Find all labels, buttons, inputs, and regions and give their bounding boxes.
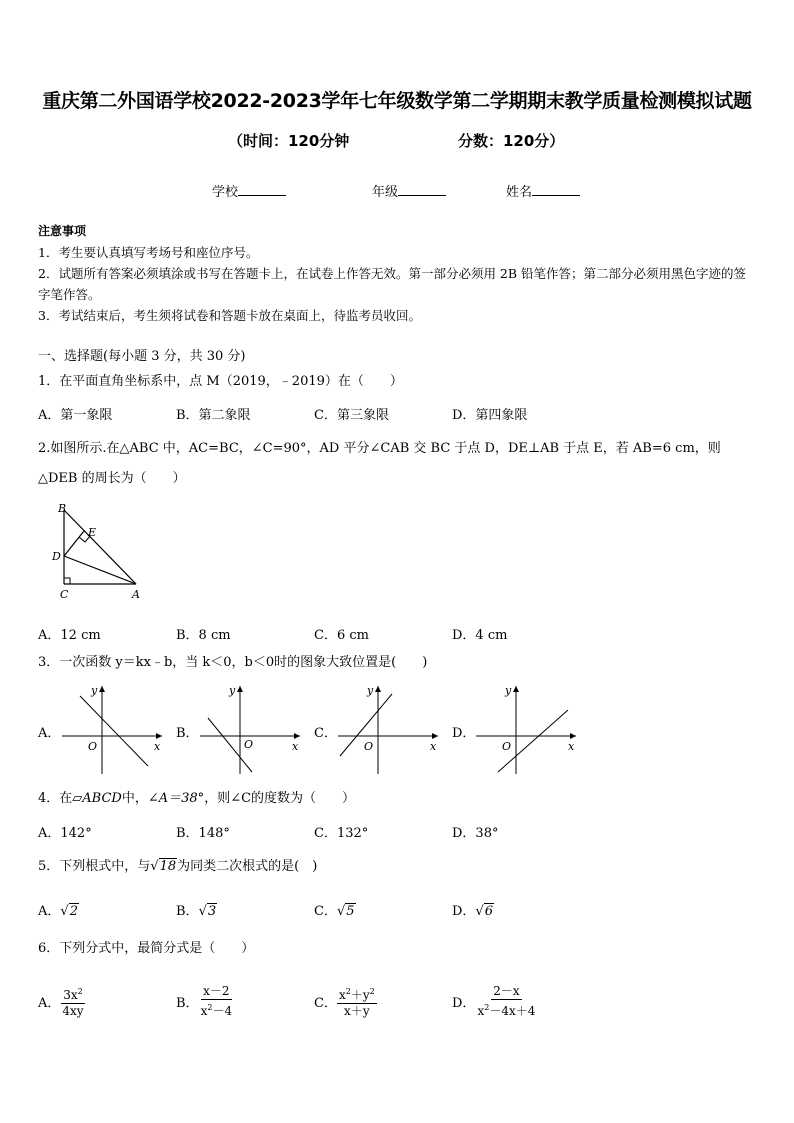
sqrt-symbol: √5 xyxy=(336,904,355,919)
label-a: A xyxy=(132,588,140,601)
x-arrow xyxy=(156,733,162,739)
school-field xyxy=(212,181,286,200)
q2-option-d[interactable]: D．4 cm xyxy=(452,628,508,643)
y-label: y xyxy=(229,684,236,697)
y-arrow xyxy=(513,686,519,692)
q5-stem-pre: 5．下列根式中，与 xyxy=(38,859,151,874)
y-label: y xyxy=(91,684,98,697)
segment-de xyxy=(64,531,84,556)
option-label: C． xyxy=(314,996,337,1011)
q2-stem: 2.如图所示.在△ABC 中，AC=BC，∠C=90°，AD 平分∠CAB 交 BC 于点 D，DE⊥AB 于点 E，若 AB=6 cm，则△DEB 的周长为（ ） xyxy=(38,441,721,486)
name-field xyxy=(506,181,580,200)
y-arrow xyxy=(237,686,243,692)
q5-stem xyxy=(38,856,317,877)
q5-option-a[interactable] xyxy=(38,900,79,919)
q6-stem: 6．下列分式中，最简分式是（ ） xyxy=(38,941,255,956)
x-arrow xyxy=(294,733,300,739)
notice-item-1: 1．考生要认真填写考场号和座位序号。 xyxy=(38,245,259,260)
q3-graph-b[interactable] xyxy=(196,680,306,776)
school-label: 学校 xyxy=(212,185,239,200)
q4-option-a[interactable]: A．142° xyxy=(38,826,92,841)
x-label: x xyxy=(154,740,161,753)
q1-option-d[interactable]: D．第四象限 xyxy=(452,408,528,423)
origin-label: O xyxy=(88,740,98,753)
right-angle-c xyxy=(64,578,70,584)
notice-item-2: 2．试题所有答案必须填涂或书写在答题卡上，在试卷上作答无效。第一部分必须用 2B 铅笔作答；第二部分必须用黑色字迹的签字笔作答。 xyxy=(38,266,747,302)
sqrt-symbol: √6 xyxy=(475,904,494,919)
q1-option-c[interactable]: C．第三象限 xyxy=(314,408,389,423)
page-title: 重庆第二外国语学校2022-2023学年七年级数学第二学期期末教学质量检测模拟试题 xyxy=(42,90,752,112)
sqrt-symbol: √3 xyxy=(198,904,217,919)
q6-option-d[interactable] xyxy=(452,984,537,1019)
grade-label: 年级 xyxy=(372,185,399,200)
fraction: $\frac{3x^2}{4xy}$ xyxy=(60,984,85,1019)
x-arrow xyxy=(432,733,438,739)
q3-option-a-label[interactable]: A． xyxy=(38,726,61,741)
grade-field xyxy=(372,181,446,200)
q6-option-a[interactable] xyxy=(38,984,86,1019)
option-label: D． xyxy=(452,904,476,919)
option-label: A． xyxy=(38,904,61,919)
label-b: B xyxy=(58,502,67,515)
origin-label: O xyxy=(502,740,512,753)
q3-option-b-label[interactable]: B． xyxy=(176,726,199,741)
q4-parallelogram: ▱ABCD xyxy=(72,791,122,806)
q5-option-b[interactable] xyxy=(176,900,217,919)
x-label: x xyxy=(430,740,437,753)
exam-time: （时间：120分钟 xyxy=(228,132,350,150)
q4-option-c[interactable]: C．132° xyxy=(314,826,369,841)
q4-option-d[interactable]: D．38° xyxy=(452,826,499,841)
label-e: E xyxy=(88,526,97,539)
y-label: y xyxy=(505,684,512,697)
segment-ab xyxy=(64,510,136,584)
sqrt-symbol: √2 xyxy=(60,904,78,919)
q2-triangle-figure xyxy=(44,498,154,606)
fraction: $\frac{2-x}{x^2-4x+4}$ xyxy=(477,984,536,1018)
option-label: A． xyxy=(38,996,61,1011)
origin-label: O xyxy=(244,738,254,751)
q3-graph-c[interactable] xyxy=(334,680,444,776)
school-blank xyxy=(238,183,286,196)
name-blank xyxy=(532,183,580,196)
x-arrow xyxy=(570,733,576,739)
q3-stem: 3．一次函数 y＝kx﹣b，当 k＜0，b＜0时的图象大致位置是( ) xyxy=(38,655,428,670)
option-label: D． xyxy=(452,996,476,1011)
q1-option-b[interactable]: B．第二象限 xyxy=(176,408,251,423)
q1-option-a[interactable]: A．第一象限 xyxy=(38,408,113,423)
q3-option-c-label[interactable]: C． xyxy=(314,726,337,741)
option-label: B． xyxy=(176,904,199,919)
exam-score: 分数：120分） xyxy=(458,132,565,150)
q6-option-c[interactable] xyxy=(314,984,377,1019)
q2-option-c[interactable]: C．6 cm xyxy=(314,628,369,643)
name-label: 姓名 xyxy=(506,185,533,200)
q3-option-d-label[interactable]: D． xyxy=(452,726,476,741)
graph-line xyxy=(80,696,148,766)
grade-blank xyxy=(398,183,446,196)
q4-stem xyxy=(38,788,355,809)
q4-stem-mid: 中， xyxy=(121,791,148,806)
q3-graph-d[interactable] xyxy=(472,680,582,776)
q1-stem: 1．在平面直角坐标系中，点 M（2019，﹣2019）在（ ） xyxy=(38,374,403,389)
fraction: $\frac{x-2}{x^2-4}$ xyxy=(200,984,233,1018)
y-arrow xyxy=(99,686,105,692)
notice-item-3: 3．考试结束后，考生须将试卷和答题卡放在桌面上，待监考员收回。 xyxy=(38,308,421,323)
q3-graph-a[interactable] xyxy=(58,680,168,776)
q2-option-b[interactable]: B．8 cm xyxy=(176,628,231,643)
q4-option-b[interactable]: B．148° xyxy=(176,826,230,841)
x-label: x xyxy=(568,740,575,753)
q5-stem-post: 为同类二次根式的是( ) xyxy=(177,859,318,874)
q5-option-c[interactable] xyxy=(314,900,356,919)
notice-heading: 注意事项 xyxy=(38,224,87,238)
label-c: C xyxy=(60,588,69,601)
fraction: $\frac{x^2+y^2}{x+y}$ xyxy=(337,984,377,1019)
x-label: x xyxy=(292,740,299,753)
q4-stem-post: ，则∠C的度数为（ ） xyxy=(204,791,356,806)
label-d: D xyxy=(52,550,61,563)
option-label: B． xyxy=(176,996,199,1011)
q5-option-d[interactable] xyxy=(452,900,494,919)
q4-stem-pre: 4．在 xyxy=(38,791,73,806)
option-label: C． xyxy=(314,904,337,919)
y-label: y xyxy=(367,684,374,697)
segment-ad xyxy=(64,556,136,584)
q4-angle: ∠A＝38° xyxy=(147,791,205,806)
q2-option-a[interactable]: A．12 cm xyxy=(38,628,101,643)
origin-label: O xyxy=(364,740,374,753)
y-arrow xyxy=(375,686,381,692)
section-heading: 一、选择题(每小题 3 分，共 30 分) xyxy=(38,349,246,364)
q6-option-b[interactable] xyxy=(176,984,234,1019)
q5-sqrt: √18 xyxy=(150,859,177,874)
